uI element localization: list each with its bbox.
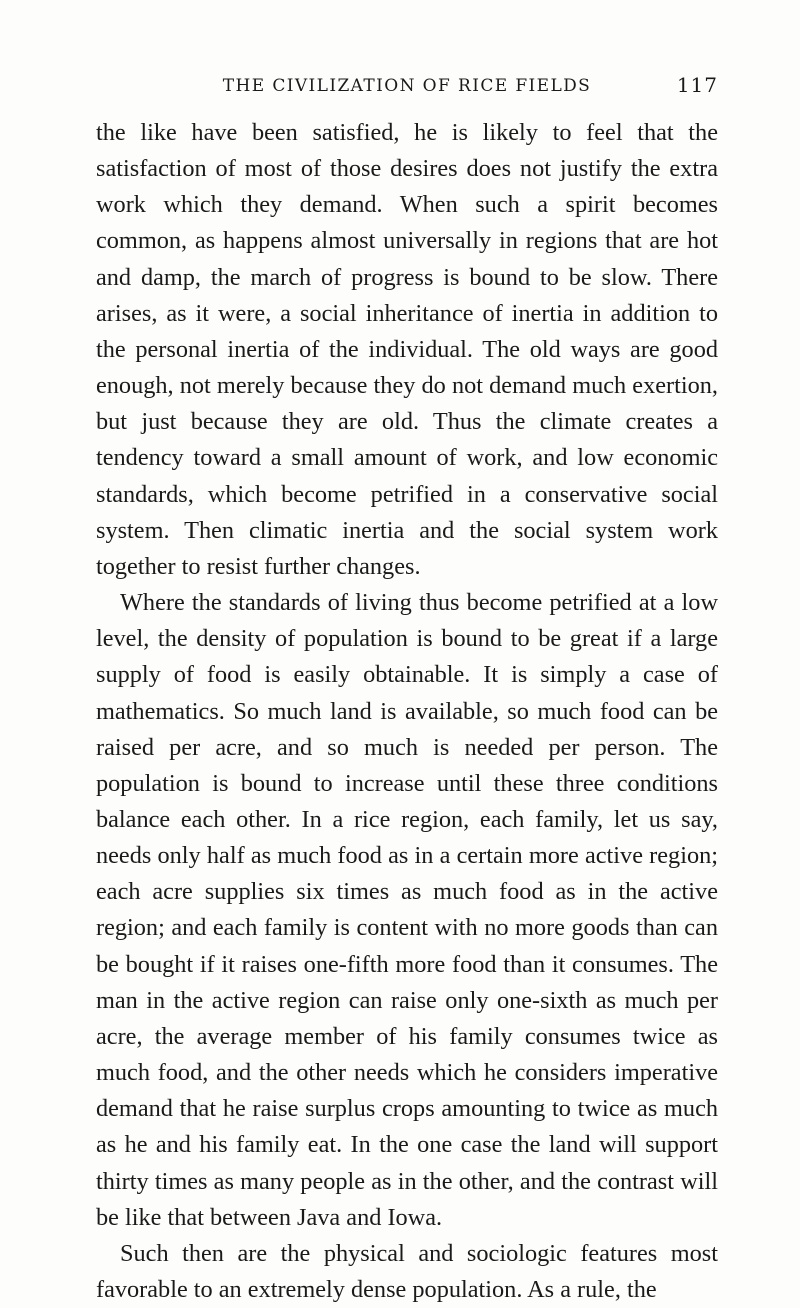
running-head [96,70,718,110]
paragraph-1: the like have been satisfied, he is likely to feel that the satisfaction of most of those desires does not justify the extra work which they demand. When such a spirit becomes common, as happens almost universally in regions that are hot and damp, the march of progress is bound to be slow. There arises, as it were, a social inheritance of inertia in addition to the personal inertia of the individual. The old ways are good enough, not merely because they do not demand much exertion, but just because they are old. Thus the climate creates a tendency toward a small amount of work, and low economic standards, which become petrified in a conservative social system. Then climatic inertia and the social system work together to resist further changes. [96,119,718,580]
running-title: THE CIVILIZATION OF RICE FIELDS [222,76,592,96]
body-text [96,110,718,1308]
paragraph-3: Such then are the physical and sociologic features most favorable to an extremely dense population. As a rule, the [96,1239,718,1303]
paragraph-2: Where the standards of living thus become petrified at a low level, the density of population is bound to be great if a large supply of food is easily obtainable. It is simply a case of mathematics. So much land is available, so much food can be raised per acre, and so much is needed per person. The population is bound to increase until these three conditions balance each other. In a rice region, each family, let us say, needs only half as much food as in a certain more active region; each acre supplies six times as much food as in the active region; and each family is content with no more goods than can be bought if it raises one-fifth more food than it consumes. The man in the active region can raise only one-sixth as much per acre, the average member of his family consumes twice as much food, and the other needs which he considers imperative demand that he raise surplus crops amounting to twice as much as he and his family eat. In the one case the land will support thirty times as many people as in the other, and the contrast will be like that between Java and Iowa. [96,589,718,1231]
page-number: 117 [676,73,718,97]
book-page [96,70,718,1308]
